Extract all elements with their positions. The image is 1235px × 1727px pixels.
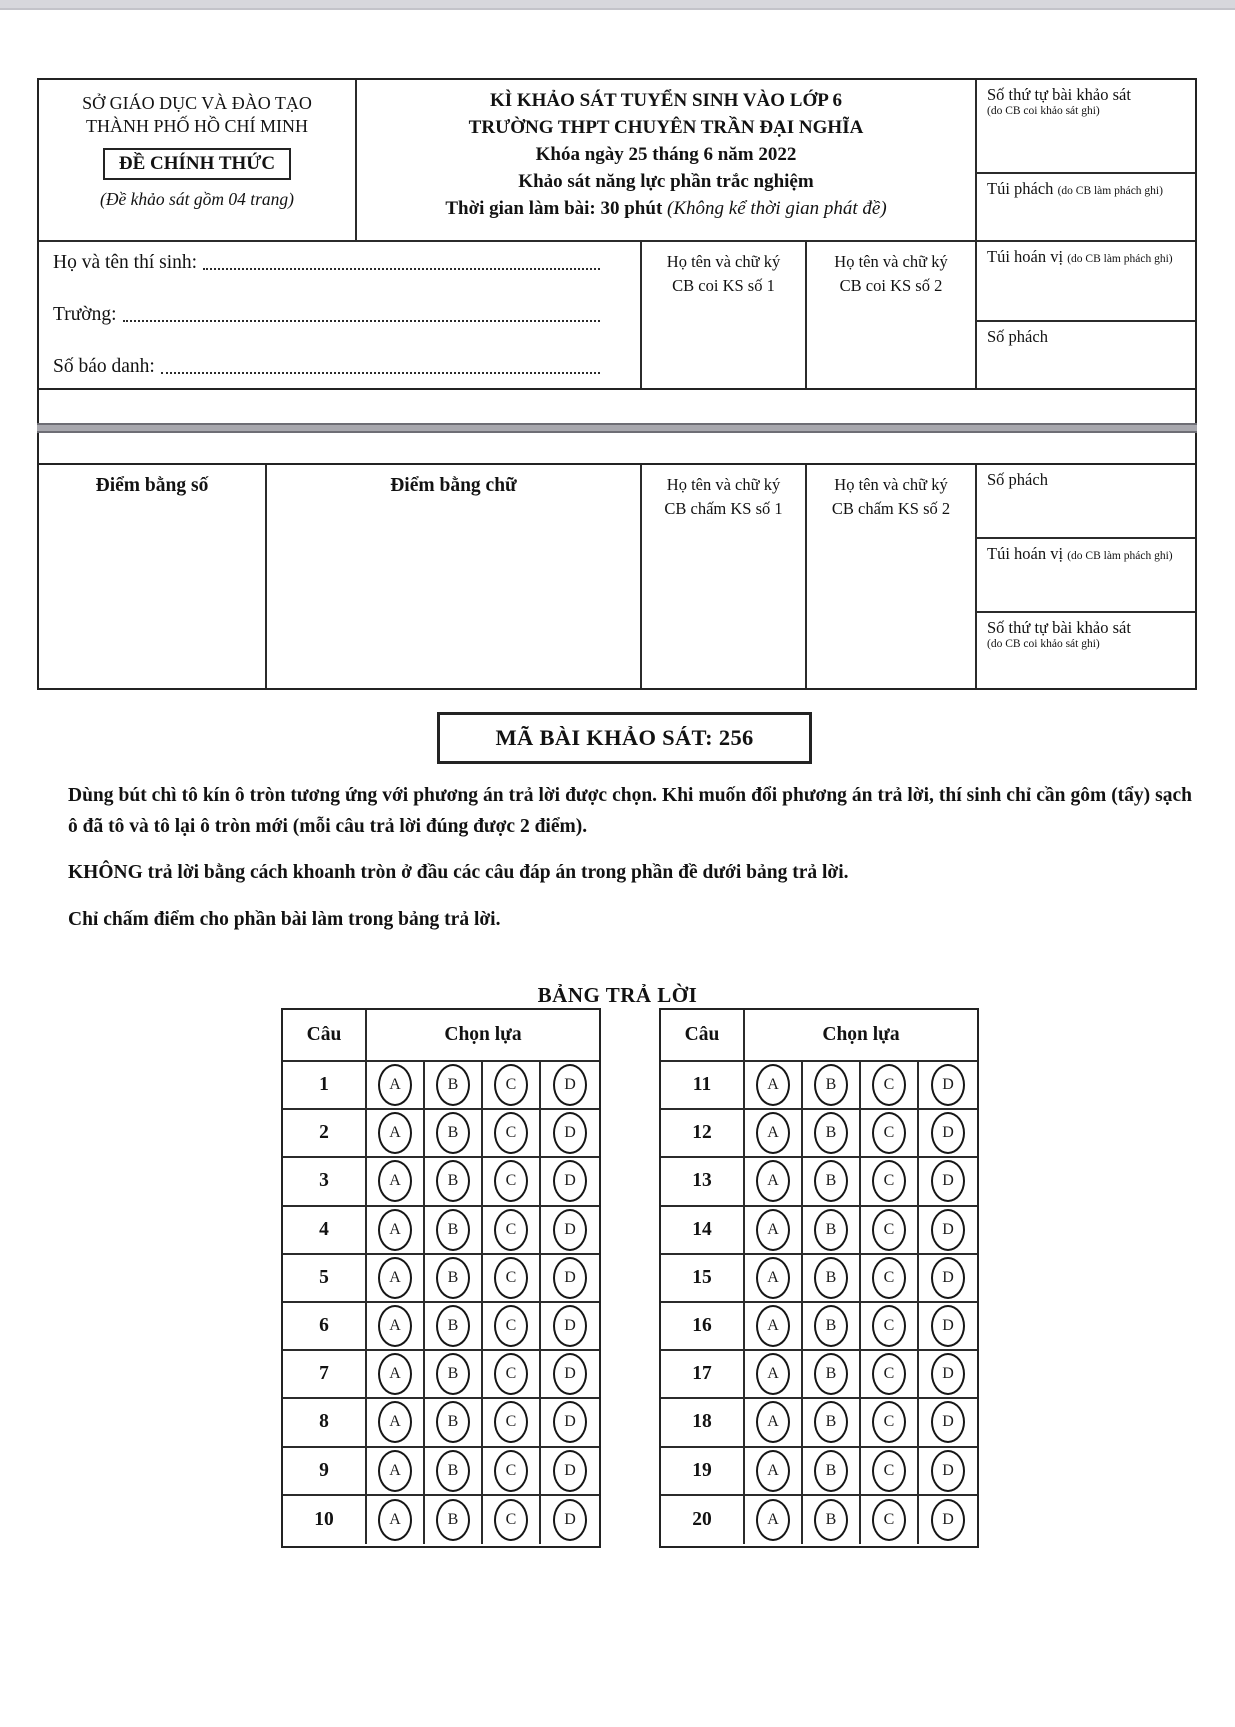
- grader2-signature-cell: [807, 465, 975, 688]
- bubble-a-q6[interactable]: A: [378, 1305, 412, 1347]
- option-cell: [861, 1207, 919, 1255]
- exam-type-line: Khảo sát năng lực phần trắc nghiệm: [518, 170, 814, 192]
- option-cell: [803, 1158, 861, 1206]
- bubble-a-q15[interactable]: A: [756, 1257, 790, 1299]
- option-cell: [861, 1110, 919, 1158]
- scan-top-edge: [0, 0, 1235, 10]
- option-cell: [745, 1110, 803, 1158]
- question-number: 16: [661, 1303, 745, 1351]
- bubble-a-q7[interactable]: A: [378, 1353, 412, 1395]
- dotted-write-line: [161, 372, 600, 374]
- option-cell: [483, 1399, 541, 1447]
- survey-seq-label-2: Số thứ tự bài khảo sát: [987, 618, 1131, 637]
- option-cell: [745, 1062, 803, 1110]
- bubble-b-q7[interactable]: B: [436, 1353, 470, 1395]
- code-bag-label: Túi phách: [987, 179, 1054, 198]
- option-cell: [803, 1255, 861, 1303]
- question-number: 4: [283, 1207, 367, 1255]
- option-cell: [803, 1399, 861, 1447]
- secret-code-label: Số phách: [987, 327, 1048, 346]
- bubble-d-q6[interactable]: D: [553, 1305, 587, 1347]
- exam-date-line: Khóa ngày 25 tháng 6 năm 2022: [535, 143, 797, 165]
- option-cell: [483, 1448, 541, 1496]
- candidate-name-label: Họ và tên thí sinh:: [53, 252, 198, 273]
- option-cell: [425, 1062, 483, 1110]
- bubble-a-q11[interactable]: A: [756, 1064, 790, 1106]
- option-cell: [425, 1255, 483, 1303]
- bubble-b-q15[interactable]: B: [814, 1257, 848, 1299]
- bubble-d-q12[interactable]: D: [931, 1112, 965, 1154]
- proctor2-line1: Họ tên và chữ ký: [834, 252, 948, 271]
- bubble-a-q9[interactable]: A: [378, 1450, 412, 1492]
- swap-bag-cell: [977, 242, 1195, 318]
- bubble-a-q16[interactable]: A: [756, 1305, 790, 1347]
- option-cell: [483, 1110, 541, 1158]
- option-cell: [861, 1158, 919, 1206]
- option-cell: [919, 1207, 977, 1255]
- swap-bag-note-2: (do CB làm phách ghi): [1067, 550, 1173, 562]
- bubble-b-q12[interactable]: B: [814, 1112, 848, 1154]
- option-cell: [919, 1351, 977, 1399]
- option-cell: [861, 1399, 919, 1447]
- bubble-c-q16[interactable]: C: [872, 1305, 906, 1347]
- question-number: 3: [283, 1158, 367, 1206]
- proctor2-signature-cell: [807, 242, 975, 388]
- grader1-line1: Họ tên và chữ ký: [666, 475, 781, 494]
- option-cell: [541, 1448, 599, 1496]
- bubble-d-q20[interactable]: D: [931, 1499, 965, 1541]
- bubble-d-q8[interactable]: D: [553, 1401, 587, 1443]
- bubble-d-q19[interactable]: D: [931, 1450, 965, 1492]
- option-cell: [745, 1255, 803, 1303]
- option-cell: [541, 1110, 599, 1158]
- option-cell: [745, 1351, 803, 1399]
- bubble-a-q14[interactable]: A: [756, 1209, 790, 1251]
- bubble-c-q3[interactable]: C: [494, 1160, 528, 1202]
- bubble-b-q11[interactable]: B: [814, 1064, 848, 1106]
- score-words-cell: Điểm bằng chữ: [390, 475, 517, 496]
- bubble-b-q13[interactable]: B: [814, 1160, 848, 1202]
- bubble-d-q2[interactable]: D: [553, 1112, 587, 1154]
- option-cell: [367, 1496, 425, 1544]
- divider: [265, 465, 267, 688]
- bubble-a-q12[interactable]: A: [756, 1112, 790, 1154]
- option-cell: [367, 1110, 425, 1158]
- question-number: 20: [661, 1496, 745, 1544]
- question-number: 19: [661, 1448, 745, 1496]
- bubble-d-q7[interactable]: D: [553, 1353, 587, 1395]
- option-cell: [745, 1158, 803, 1206]
- bubble-c-q14[interactable]: C: [872, 1209, 906, 1251]
- candidate-id-label: Số báo danh:: [53, 356, 155, 377]
- bubble-b-q10[interactable]: B: [436, 1499, 470, 1541]
- bubble-d-q11[interactable]: D: [931, 1064, 965, 1106]
- code-bag-note: (do CB làm phách ghi): [1057, 185, 1163, 197]
- option-cell: [483, 1303, 541, 1351]
- option-cell: [483, 1207, 541, 1255]
- swap-bag-label-2: Túi hoán vị: [987, 544, 1064, 563]
- option-cell: [367, 1448, 425, 1496]
- bubble-c-q9[interactable]: C: [494, 1450, 528, 1492]
- instructions-block: [68, 780, 1192, 950]
- option-cell: [367, 1158, 425, 1206]
- option-cell: [803, 1062, 861, 1110]
- bubble-a-q5[interactable]: A: [378, 1257, 412, 1299]
- option-cell: [919, 1158, 977, 1206]
- option-cell: [803, 1351, 861, 1399]
- option-cell: [861, 1351, 919, 1399]
- answer-sheet-title: BẢNG TRẢ LỜI: [537, 983, 698, 1007]
- bubble-b-q16[interactable]: B: [814, 1305, 848, 1347]
- option-cell: [803, 1448, 861, 1496]
- option-cell: [861, 1496, 919, 1544]
- option-cell: [861, 1448, 919, 1496]
- option-cell: [425, 1496, 483, 1544]
- bubble-c-q1[interactable]: C: [494, 1064, 528, 1106]
- bubble-b-q3[interactable]: B: [436, 1160, 470, 1202]
- option-cell: [541, 1255, 599, 1303]
- option-cell: [919, 1255, 977, 1303]
- question-number: 17: [661, 1351, 745, 1399]
- dotted-write-line: [203, 268, 600, 270]
- answer-table-left: [281, 1008, 601, 1548]
- bubble-c-q5[interactable]: C: [494, 1257, 528, 1299]
- bubble-d-q10[interactable]: D: [553, 1499, 587, 1541]
- question-number: 1: [283, 1062, 367, 1110]
- option-cell: [425, 1351, 483, 1399]
- bubble-d-q14[interactable]: D: [931, 1209, 965, 1251]
- survey-seq-cell: [977, 80, 1195, 172]
- bubble-b-q9[interactable]: B: [436, 1450, 470, 1492]
- option-cell: [483, 1351, 541, 1399]
- candidate-name-field: [53, 252, 600, 274]
- choices-col-header: Chọn lựa: [367, 1010, 599, 1062]
- option-cell: [425, 1207, 483, 1255]
- option-cell: [919, 1062, 977, 1110]
- bubble-d-q4[interactable]: D: [553, 1209, 587, 1251]
- header-table: [37, 78, 1197, 390]
- proctor2-line2: CB coi KS số 2: [839, 275, 943, 295]
- bubble-b-q4[interactable]: B: [436, 1209, 470, 1251]
- option-cell: [861, 1255, 919, 1303]
- option-cell: [919, 1110, 977, 1158]
- bubble-c-q11[interactable]: C: [872, 1064, 906, 1106]
- option-cell: [367, 1399, 425, 1447]
- bubble-a-q2[interactable]: A: [378, 1112, 412, 1154]
- bubble-a-q3[interactable]: A: [378, 1160, 412, 1202]
- survey-seq-cell-2: [977, 613, 1195, 688]
- question-number: 2: [283, 1110, 367, 1158]
- option-cell: [919, 1496, 977, 1544]
- grading-table: [37, 463, 1197, 690]
- bubble-c-q10[interactable]: C: [494, 1499, 528, 1541]
- option-cell: [803, 1207, 861, 1255]
- question-number: 15: [661, 1255, 745, 1303]
- bubble-d-q13[interactable]: D: [931, 1160, 965, 1202]
- choices-col-header: Chọn lựa: [745, 1010, 977, 1062]
- option-cell: [483, 1062, 541, 1110]
- bubble-b-q1[interactable]: B: [436, 1064, 470, 1106]
- option-cell: [425, 1399, 483, 1447]
- question-col-header: Câu: [661, 1010, 745, 1062]
- grader2-line2: CB chấm KS số 2: [831, 498, 951, 518]
- option-cell: [745, 1399, 803, 1447]
- swap-bag-cell-2: [977, 539, 1195, 611]
- option-cell: [541, 1351, 599, 1399]
- option-cell: [803, 1496, 861, 1544]
- question-number: 9: [283, 1448, 367, 1496]
- question-number: 11: [661, 1062, 745, 1110]
- candidate-info-cell: [39, 242, 640, 388]
- option-cell: [745, 1303, 803, 1351]
- bubble-c-q15[interactable]: C: [872, 1257, 906, 1299]
- option-cell: [861, 1062, 919, 1110]
- bubble-b-q14[interactable]: B: [814, 1209, 848, 1251]
- bubble-d-q9[interactable]: D: [553, 1450, 587, 1492]
- option-cell: [541, 1062, 599, 1110]
- dotted-write-line: [123, 320, 600, 322]
- exam-title-line1: KÌ KHẢO SÁT TUYỂN SINH VÀO LỚP 6: [489, 90, 843, 111]
- bubble-b-q17[interactable]: B: [814, 1353, 848, 1395]
- bubble-b-q18[interactable]: B: [814, 1401, 848, 1443]
- bubble-d-q15[interactable]: D: [931, 1257, 965, 1299]
- question-number: 18: [661, 1399, 745, 1447]
- bubble-c-q2[interactable]: C: [494, 1112, 528, 1154]
- option-cell: [803, 1110, 861, 1158]
- question-number: 5: [283, 1255, 367, 1303]
- bubble-d-q17[interactable]: D: [931, 1353, 965, 1395]
- option-cell: [425, 1110, 483, 1158]
- bubble-d-q1[interactable]: D: [553, 1064, 587, 1106]
- option-cell: [483, 1496, 541, 1544]
- option-cell: [367, 1303, 425, 1351]
- bubble-d-q3[interactable]: D: [553, 1160, 587, 1202]
- bubble-c-q4[interactable]: C: [494, 1209, 528, 1251]
- option-cell: [425, 1448, 483, 1496]
- question-number: 14: [661, 1207, 745, 1255]
- bubble-a-q19[interactable]: A: [756, 1450, 790, 1492]
- secret-code-cell-2: [977, 465, 1195, 537]
- question-number: 7: [283, 1351, 367, 1399]
- bubble-b-q8[interactable]: B: [436, 1401, 470, 1443]
- proctor1-signature-cell: [642, 242, 805, 388]
- bubble-b-q20[interactable]: B: [814, 1499, 848, 1541]
- org-name-line1: SỞ GIÁO DỤC VÀ ĐÀO TẠO: [82, 93, 312, 113]
- code-bag-cell: [977, 174, 1195, 238]
- survey-seq-note: (do CB coi khảo sát ghi): [987, 104, 1100, 117]
- question-number: 13: [661, 1158, 745, 1206]
- option-cell: [367, 1207, 425, 1255]
- bubble-d-q18[interactable]: D: [931, 1401, 965, 1443]
- bubble-d-q5[interactable]: D: [553, 1257, 587, 1299]
- instruction-2: KHÔNG trả lời bằng cách khoanh tròn ở đầu các câu đáp án trong phần đề dưới bảng trả lời.: [68, 862, 849, 884]
- grader2-line1: Họ tên và chữ ký: [834, 475, 948, 494]
- candidate-id-field: [53, 356, 600, 378]
- exam-code-box: MÃ BÀI KHẢO SÁT: 256: [437, 712, 812, 764]
- survey-seq-label: Số thứ tự bài khảo sát: [987, 85, 1131, 104]
- exam-title-line2: TRƯỜNG THPT CHUYÊN TRẦN ĐẠI NGHĨA: [468, 116, 864, 138]
- bubble-a-q13[interactable]: A: [756, 1160, 790, 1202]
- option-cell: [541, 1207, 599, 1255]
- option-cell: [919, 1399, 977, 1447]
- bubble-c-q17[interactable]: C: [872, 1353, 906, 1395]
- bubble-b-q6[interactable]: B: [436, 1305, 470, 1347]
- option-cell: [425, 1303, 483, 1351]
- option-cell: [483, 1158, 541, 1206]
- question-number: 6: [283, 1303, 367, 1351]
- instruction-1: Dùng bút chì tô kín ô tròn tương ứng với phương án trả lời được chọn. Khi muốn đổi phương án trả lời, thí sinh chỉ cần gôm (tẩy) sạch ô đã tô và tô lại ô tròn mới (mỗi câu trả lời đúng được 2 điểm).: [68, 785, 1192, 838]
- candidate-school-field: [53, 304, 600, 326]
- issuing-org-cell: [39, 80, 355, 240]
- option-cell: [541, 1158, 599, 1206]
- bubble-c-q12[interactable]: C: [872, 1112, 906, 1154]
- official-exam-stamp: ĐỀ CHÍNH THỨC: [103, 148, 291, 180]
- secret-code-cell: [977, 322, 1195, 388]
- duration-bold: Thời gian làm bài: 30 phút: [445, 197, 663, 219]
- tear-off-bar: [37, 423, 1197, 433]
- duration-note: (Không kể thời gian phát đề): [667, 197, 887, 219]
- exam-duration-line: [357, 196, 975, 223]
- bubble-a-q10[interactable]: A: [378, 1499, 412, 1541]
- grader1-line2: CB chấm KS số 1: [664, 498, 783, 518]
- bubble-c-q8[interactable]: C: [494, 1401, 528, 1443]
- option-cell: [803, 1303, 861, 1351]
- bubble-a-q17[interactable]: A: [756, 1353, 790, 1395]
- question-number: 12: [661, 1110, 745, 1158]
- secret-code-label-2: Số phách: [987, 470, 1048, 489]
- bubble-a-q8[interactable]: A: [378, 1401, 412, 1443]
- option-cell: [745, 1448, 803, 1496]
- bubble-c-q18[interactable]: C: [872, 1401, 906, 1443]
- score-numeric-cell: Điểm bằng số: [95, 475, 209, 496]
- answer-table-right: [659, 1008, 979, 1548]
- bubble-c-q7[interactable]: C: [494, 1353, 528, 1395]
- bubble-c-q6[interactable]: C: [494, 1305, 528, 1347]
- bubble-d-q16[interactable]: D: [931, 1305, 965, 1347]
- candidate-school-label: Trường:: [53, 304, 117, 325]
- option-cell: [367, 1062, 425, 1110]
- swap-bag-note: (do CB làm phách ghi): [1067, 253, 1173, 265]
- bubble-b-q5[interactable]: B: [436, 1257, 470, 1299]
- survey-seq-note-2: (do CB coi khảo sát ghi): [987, 637, 1100, 650]
- option-cell: [541, 1399, 599, 1447]
- option-cell: [745, 1496, 803, 1544]
- org-name-line2: THÀNH PHỐ HỒ CHÍ MINH: [86, 116, 308, 137]
- bubble-b-q2[interactable]: B: [436, 1112, 470, 1154]
- bubble-a-q4[interactable]: A: [378, 1209, 412, 1251]
- option-cell: [367, 1351, 425, 1399]
- grader1-signature-cell: [642, 465, 805, 688]
- bubble-c-q13[interactable]: C: [872, 1160, 906, 1202]
- option-cell: [919, 1448, 977, 1496]
- question-col-header: Câu: [283, 1010, 367, 1062]
- question-number: 8: [283, 1399, 367, 1447]
- proctor1-line1: Họ tên và chữ ký: [666, 252, 781, 271]
- bubble-c-q20[interactable]: C: [872, 1499, 906, 1541]
- option-cell: [425, 1158, 483, 1206]
- bubble-b-q19[interactable]: B: [814, 1450, 848, 1492]
- question-number: 10: [283, 1496, 367, 1544]
- proctor1-line2: CB coi KS số 1: [672, 275, 775, 295]
- option-cell: [745, 1207, 803, 1255]
- page-count-note: (Đề khảo sát gồm 04 trang): [100, 188, 294, 209]
- option-cell: [541, 1496, 599, 1544]
- option-cell: [919, 1303, 977, 1351]
- bubble-c-q19[interactable]: C: [872, 1450, 906, 1492]
- option-cell: [861, 1303, 919, 1351]
- bubble-a-q18[interactable]: A: [756, 1401, 790, 1443]
- option-cell: [367, 1255, 425, 1303]
- swap-bag-label: Túi hoán vị: [987, 247, 1064, 266]
- instruction-3: Chỉ chấm điểm cho phần bài làm trong bảng trả lời.: [68, 908, 501, 930]
- bubble-a-q1[interactable]: A: [378, 1064, 412, 1106]
- option-cell: [541, 1303, 599, 1351]
- exam-title-cell: [357, 80, 975, 240]
- bubble-a-q20[interactable]: A: [756, 1499, 790, 1541]
- option-cell: [483, 1255, 541, 1303]
